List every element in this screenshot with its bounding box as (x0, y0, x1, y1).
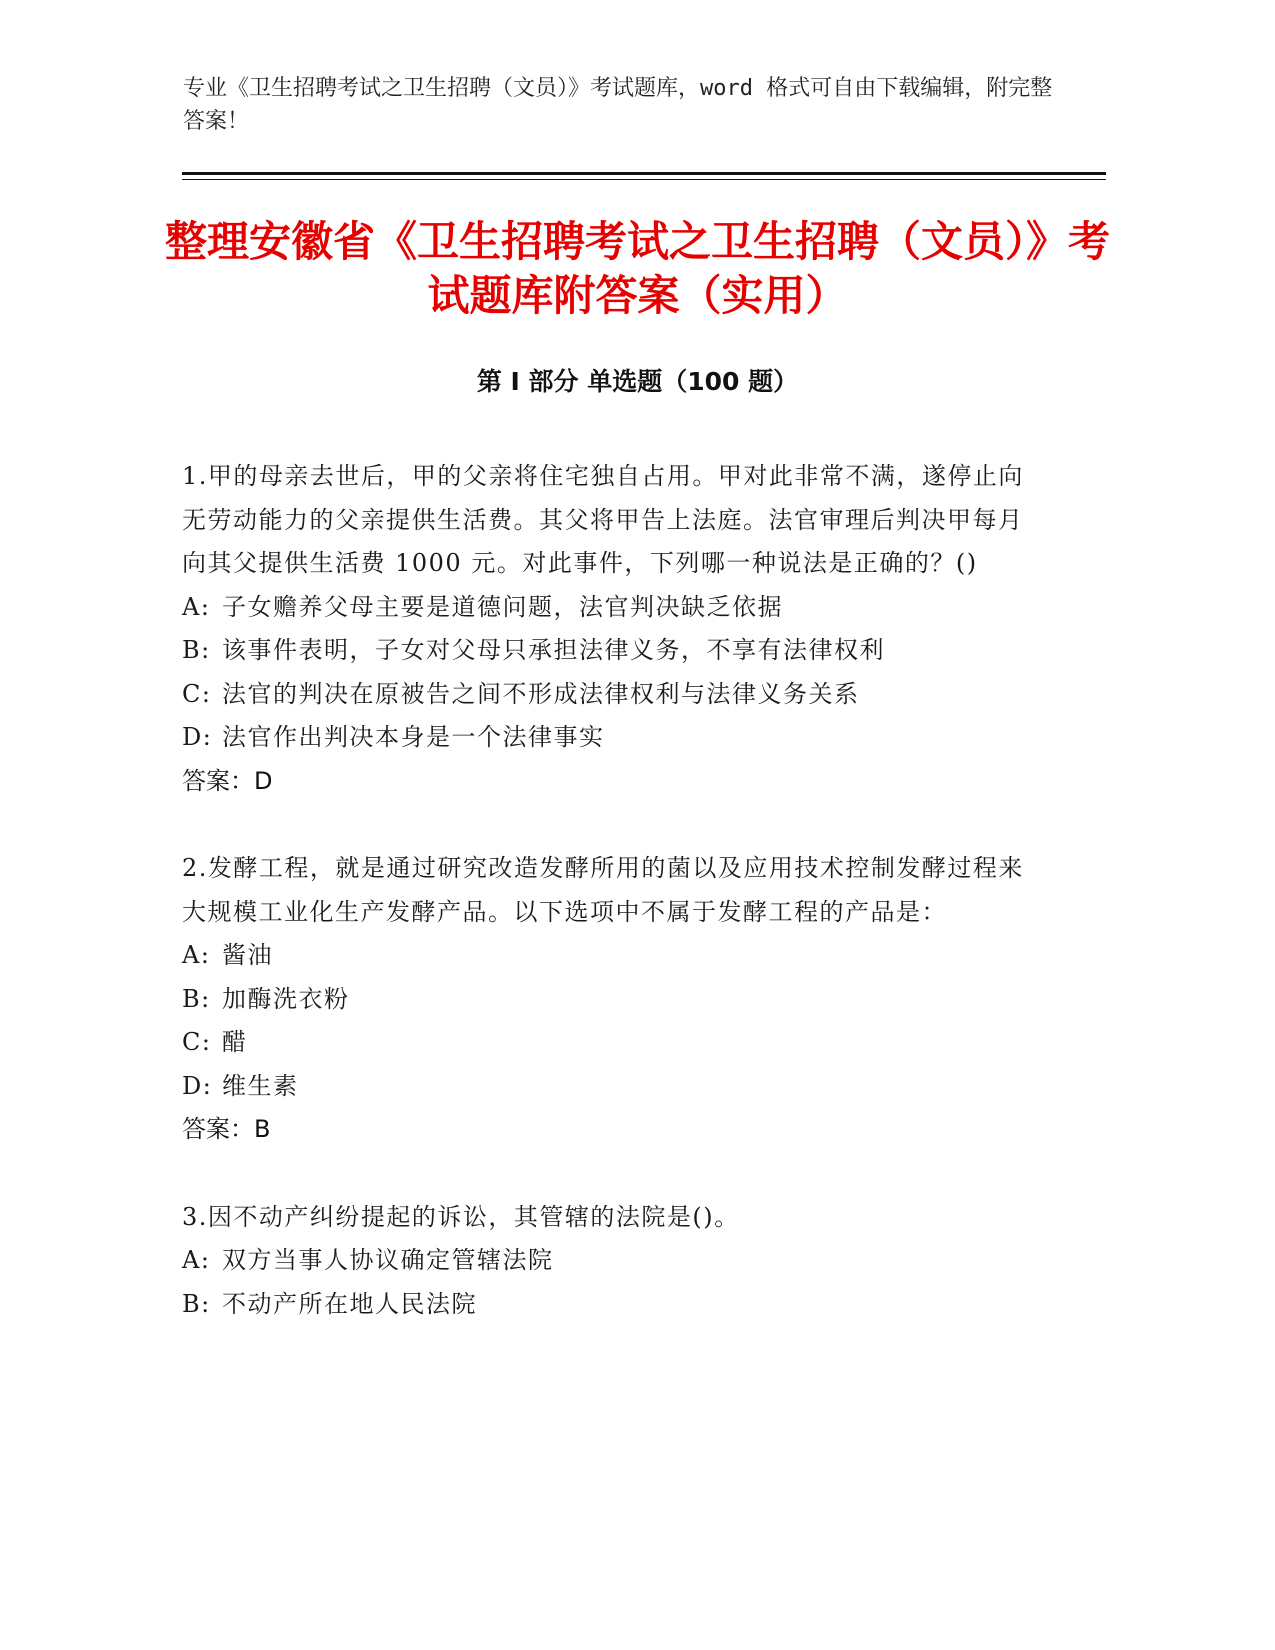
option-letter: A: (182, 592, 211, 621)
option-a (182, 934, 1027, 978)
option-b (182, 978, 1027, 1022)
question-list (182, 455, 1027, 1370)
option-d (182, 1065, 1027, 1109)
document-title: 整理安徽省《卫生招聘考试之卫生招聘（文员）》考试题库附答案（实用） (164, 217, 1110, 320)
option-letter: C: (182, 1028, 212, 1056)
option-a (182, 1239, 1027, 1283)
option-a (182, 586, 1027, 630)
option-text: 维生素 (222, 1071, 299, 1100)
option-letter: D: (182, 1071, 213, 1100)
option-letter: C: (182, 679, 212, 708)
option-text: 双方当事人协议确定管辖法院 (222, 1246, 554, 1274)
option-letter: A: (182, 941, 211, 969)
option-text: 法官作出判决本身是一个法律事实 (222, 723, 605, 751)
question-stem: 3.因不动产纠纷提起的诉讼，其管辖的法院是()。 (182, 1202, 740, 1231)
answer-line: 答案：D (182, 766, 273, 795)
option-letter: D: (182, 723, 213, 751)
option-d (182, 716, 1027, 760)
option-text: 法官的判决在原被告之间不形成法律权利与法律义务关系 (222, 679, 860, 708)
option-letter: A: (182, 1246, 211, 1274)
question-stem: 1.甲的母亲去世后，甲的父亲将住宅独自占用。甲对此非常不满，遂停止向无劳动能力的父亲提供生活费。其父将甲告上法庭。法官审理后判决甲每月向其父提供生活费 1000 元。对此事件，下列哪一种说法是正确的？() (182, 462, 1024, 577)
option-c (182, 673, 1027, 717)
option-letter: B: (182, 636, 211, 664)
header-rule-thick (182, 172, 1106, 175)
option-text: 酱油 (222, 941, 273, 969)
option-letter: B: (182, 1289, 211, 1318)
header-rule-thin (182, 179, 1106, 180)
header-note: 专业《卫生招聘考试之卫生招聘（文员）》考试题库，word 格式可自由下载编辑，附完整答案！ (183, 76, 1053, 134)
question-2 (182, 847, 1027, 1152)
option-letter: B: (182, 984, 211, 1013)
question-3 (182, 1196, 1027, 1327)
option-c (182, 1021, 1027, 1065)
option-b (182, 629, 1027, 673)
option-text: 不动产所在地人民法院 (222, 1289, 477, 1318)
option-text: 醋 (222, 1028, 248, 1056)
option-text: 该事件表明，子女对父母只承担法律义务，不享有法律权利 (222, 636, 885, 664)
option-b (182, 1283, 1027, 1327)
option-text: 加酶洗衣粉 (222, 984, 350, 1013)
section-heading: 第 I 部分 单选题（100 题） (476, 367, 799, 396)
question-stem: 2.发酵工程，就是通过研究改造发酵所用的菌以及应用技术控制发酵过程来大规模工业化生产发酵产品。以下选项中不属于发酵工程的产品是： (182, 854, 1024, 926)
answer-line: 答案：B (182, 1115, 271, 1143)
option-text: 子女赡养父母主要是道德问题，法官判决缺乏依据 (222, 592, 783, 621)
question-1 (182, 455, 1027, 803)
